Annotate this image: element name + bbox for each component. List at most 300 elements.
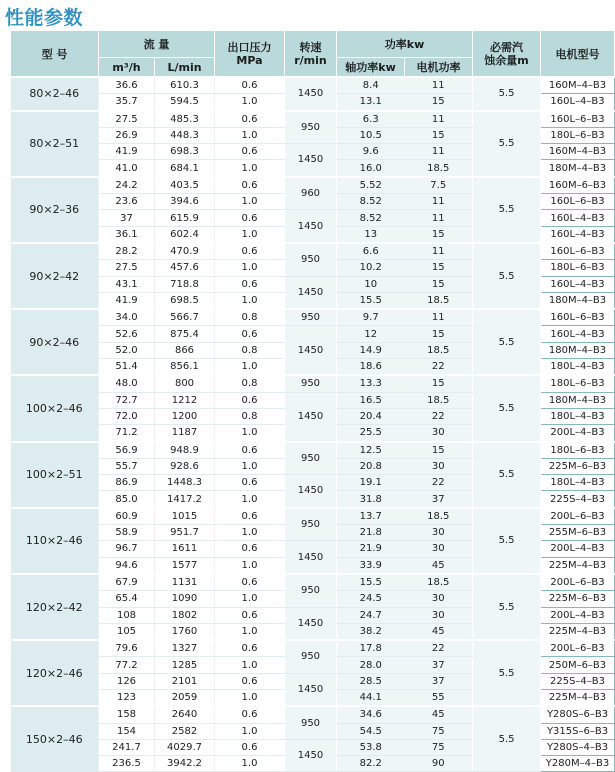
flow-m3h-cell: 52.6 xyxy=(99,326,155,342)
pressure-cell: 0.8 xyxy=(215,408,285,424)
pressure-cell: 1.0 xyxy=(215,226,285,243)
motor-power-cell: 15 xyxy=(405,375,473,392)
speed-cell: 950 xyxy=(285,508,337,541)
flow-m3h-cell: 23.6 xyxy=(99,194,155,210)
shaft-power-cell: 24.5 xyxy=(337,591,405,607)
flow-m3h-cell: 36.6 xyxy=(99,77,155,94)
flow-m3h-cell: 105 xyxy=(99,623,155,640)
shaft-power-cell: 15.5 xyxy=(337,574,405,591)
motor-power-cell: 90 xyxy=(405,756,473,772)
motor-model-cell: 225M–4–B3 xyxy=(541,689,615,706)
shaft-power-cell: 21.9 xyxy=(337,541,405,557)
pressure-cell: 1.0 xyxy=(215,689,285,706)
model-cell: 100×2–46 xyxy=(11,375,99,441)
motor-power-cell: 11 xyxy=(405,194,473,210)
pressure-cell: 0.6 xyxy=(215,673,285,689)
flow-m3h-cell: 48.0 xyxy=(99,375,155,392)
motor-power-cell: 30 xyxy=(405,425,473,442)
flow-m3h-cell: 108 xyxy=(99,607,155,623)
pressure-cell: 0.6 xyxy=(215,77,285,94)
motor-model-cell: 225M–4–B3 xyxy=(541,623,615,640)
speed-cell: 1450 xyxy=(285,541,337,574)
model-cell: 120×2–46 xyxy=(11,640,99,706)
motor-power-cell: 7.5 xyxy=(405,177,473,194)
flow-lmin-cell: 684.1 xyxy=(155,160,215,177)
motor-power-cell: 30 xyxy=(405,525,473,541)
flow-m3h-cell: 77.2 xyxy=(99,657,155,673)
flow-lmin-cell: 698.5 xyxy=(155,292,215,309)
shaft-power-cell: 31.8 xyxy=(337,491,405,508)
motor-power-cell: 37 xyxy=(405,673,473,689)
motor-power-cell: 11 xyxy=(405,111,473,128)
pressure-cell: 1.0 xyxy=(215,292,285,309)
flow-lmin-cell: 1327 xyxy=(155,640,215,657)
pressure-cell: 1.0 xyxy=(215,623,285,640)
table-row xyxy=(11,574,615,591)
motor-power-cell: 15 xyxy=(405,276,473,292)
flow-m3h-cell: 37 xyxy=(99,210,155,226)
motor-model-cell: Y280S–4–B3 xyxy=(541,739,615,755)
speed-cell: 950 xyxy=(285,375,337,392)
shaft-power-cell: 28.5 xyxy=(337,673,405,689)
shaft-power-cell: 13.3 xyxy=(337,375,405,392)
header-speed: 转速 r/min xyxy=(285,31,337,78)
motor-model-cell: 225M–6–B3 xyxy=(541,458,615,474)
model-cell: 150×2–46 xyxy=(11,706,99,772)
flow-m3h-cell: 79.6 xyxy=(99,640,155,657)
shaft-power-cell: 8.52 xyxy=(337,210,405,226)
motor-power-cell: 55 xyxy=(405,689,473,706)
pressure-cell: 0.8 xyxy=(215,309,285,326)
motor-model-cell: 180L–6–B3 xyxy=(541,442,615,459)
pressure-cell: 0.6 xyxy=(215,177,285,194)
flow-lmin-cell: 2101 xyxy=(155,673,215,689)
pressure-cell: 0.6 xyxy=(215,144,285,160)
motor-model-cell: 160M–4–B3 xyxy=(541,144,615,160)
shaft-power-cell: 8.4 xyxy=(337,77,405,94)
flow-lmin-cell: 610.3 xyxy=(155,77,215,94)
motor-power-cell: 15 xyxy=(405,326,473,342)
flow-m3h-cell: 41.9 xyxy=(99,292,155,309)
pressure-cell: 0.6 xyxy=(215,111,285,128)
motor-power-cell: 11 xyxy=(405,144,473,160)
speed-cell: 950 xyxy=(285,309,337,326)
model-cell: 90×2–36 xyxy=(11,177,99,243)
motor-power-cell: 45 xyxy=(405,706,473,723)
pressure-cell: 1.0 xyxy=(215,723,285,739)
header-npsh: 必需汽 蚀余量m xyxy=(473,31,541,78)
pressure-cell: 0.6 xyxy=(215,475,285,491)
flow-lmin-cell: 856.1 xyxy=(155,359,215,376)
motor-power-cell: 15 xyxy=(405,127,473,143)
shaft-power-cell: 44.1 xyxy=(337,689,405,706)
motor-model-cell: 160M–4–B3 xyxy=(541,77,615,94)
speed-cell: 1450 xyxy=(285,326,337,375)
table-row xyxy=(11,442,615,459)
shaft-power-cell: 14.9 xyxy=(337,342,405,358)
pressure-cell: 0.6 xyxy=(215,508,285,525)
shaft-power-cell: 8.52 xyxy=(337,194,405,210)
pressure-cell: 0.6 xyxy=(215,326,285,342)
flow-m3h-cell: 41.0 xyxy=(99,160,155,177)
motor-power-cell: 18.5 xyxy=(405,342,473,358)
shaft-power-cell: 16.5 xyxy=(337,392,405,408)
shaft-power-cell: 82.2 xyxy=(337,756,405,772)
motor-model-cell: 160L–4–B3 xyxy=(541,94,615,111)
motor-power-cell: 11 xyxy=(405,309,473,326)
shaft-power-cell: 18.6 xyxy=(337,359,405,376)
motor-power-cell: 45 xyxy=(405,623,473,640)
table-row xyxy=(11,177,615,194)
shaft-power-cell: 24.7 xyxy=(337,607,405,623)
table-row xyxy=(11,77,615,94)
motor-power-cell: 30 xyxy=(405,591,473,607)
flow-lmin-cell: 602.4 xyxy=(155,226,215,243)
model-cell: 80×2–46 xyxy=(11,77,99,111)
shaft-power-cell: 17.8 xyxy=(337,640,405,657)
motor-model-cell: 160L–4–B3 xyxy=(541,226,615,243)
page-title: 性能参数 xyxy=(5,7,84,29)
header-flow: 流 量 xyxy=(99,31,215,58)
shaft-power-cell: 9.6 xyxy=(337,144,405,160)
motor-model-cell: 225M–4–B3 xyxy=(541,557,615,574)
motor-model-cell: 160L–6–B3 xyxy=(541,194,615,210)
motor-model-cell: Y280S–6–B3 xyxy=(541,706,615,723)
motor-power-cell: 18.5 xyxy=(405,292,473,309)
shaft-power-cell: 28.0 xyxy=(337,657,405,673)
motor-model-cell: 225M–6–B3 xyxy=(541,591,615,607)
motor-model-cell: Y280M–4–B3 xyxy=(541,756,615,772)
flow-m3h-cell: 27.5 xyxy=(99,260,155,276)
shaft-power-cell: 5.52 xyxy=(337,177,405,194)
shaft-power-cell: 10 xyxy=(337,276,405,292)
shaft-power-cell: 16.0 xyxy=(337,160,405,177)
shaft-power-cell: 25.5 xyxy=(337,425,405,442)
motor-model-cell: 200L–6–B3 xyxy=(541,640,615,657)
motor-model-cell: 180L–4–B3 xyxy=(541,408,615,424)
npsh-cell: 5.5 xyxy=(473,640,541,706)
pressure-cell: 0.6 xyxy=(215,210,285,226)
motor-power-cell: 30 xyxy=(405,541,473,557)
speed-cell: 950 xyxy=(285,640,337,673)
shaft-power-cell: 53.8 xyxy=(337,739,405,755)
speed-cell: 1450 xyxy=(285,673,337,706)
flow-lmin-cell: 2640 xyxy=(155,706,215,723)
pressure-cell: 1.0 xyxy=(215,458,285,474)
flow-m3h-cell: 158 xyxy=(99,706,155,723)
header-shaft-power: 轴功率kw xyxy=(337,58,405,78)
flow-lmin-cell: 1212 xyxy=(155,392,215,408)
table-row xyxy=(11,508,615,525)
motor-power-cell: 37 xyxy=(405,491,473,508)
flow-lmin-cell: 566.7 xyxy=(155,309,215,326)
motor-model-cell: 180L–6–B3 xyxy=(541,375,615,392)
shaft-power-cell: 20.4 xyxy=(337,408,405,424)
shaft-power-cell: 12 xyxy=(337,326,405,342)
motor-power-cell: 30 xyxy=(405,607,473,623)
pressure-cell: 1.0 xyxy=(215,160,285,177)
table-row xyxy=(11,640,615,657)
npsh-cell: 5.5 xyxy=(473,706,541,772)
pressure-cell: 1.0 xyxy=(215,94,285,111)
flow-lmin-cell: 1760 xyxy=(155,623,215,640)
npsh-cell: 5.5 xyxy=(473,77,541,111)
npsh-cell: 5.5 xyxy=(473,574,541,640)
pressure-cell: 0.6 xyxy=(215,442,285,459)
motor-model-cell: 250M–6–B3 xyxy=(541,657,615,673)
motor-model-cell: 200L–4–B3 xyxy=(541,541,615,557)
pressure-cell: 1.0 xyxy=(215,425,285,442)
speed-cell: 1450 xyxy=(285,210,337,243)
pressure-cell: 0.6 xyxy=(215,541,285,557)
flow-m3h-cell: 51.4 xyxy=(99,359,155,376)
motor-power-cell: 11 xyxy=(405,77,473,94)
motor-power-cell: 18.5 xyxy=(405,392,473,408)
shaft-power-cell: 6.3 xyxy=(337,111,405,128)
pressure-cell: 1.0 xyxy=(215,194,285,210)
motor-power-cell: 11 xyxy=(405,210,473,226)
flow-lmin-cell: 485.3 xyxy=(155,111,215,128)
pressure-cell: 1.0 xyxy=(215,359,285,376)
header-flow-lmin: L/min xyxy=(155,58,215,78)
motor-model-cell: 225S–4–B3 xyxy=(541,673,615,689)
npsh-cell: 5.5 xyxy=(473,508,541,574)
motor-model-cell: 180M–4–B3 xyxy=(541,392,615,408)
shaft-power-cell: 12.5 xyxy=(337,442,405,459)
motor-model-cell: 160L–4–B3 xyxy=(541,210,615,226)
shaft-power-cell: 33.9 xyxy=(337,557,405,574)
flow-m3h-cell: 36.1 xyxy=(99,226,155,243)
flow-m3h-cell: 241.7 xyxy=(99,739,155,755)
flow-m3h-cell: 123 xyxy=(99,689,155,706)
motor-power-cell: 15 xyxy=(405,442,473,459)
pressure-cell: 1.0 xyxy=(215,756,285,772)
shaft-power-cell: 10.5 xyxy=(337,127,405,143)
flow-m3h-cell: 56.9 xyxy=(99,442,155,459)
motor-model-cell: 225S–4–B3 xyxy=(541,491,615,508)
motor-model-cell: 160L–6–B3 xyxy=(541,111,615,128)
flow-m3h-cell: 26.9 xyxy=(99,127,155,143)
header-power: 功率kw xyxy=(337,31,473,58)
speed-cell: 1450 xyxy=(285,392,337,441)
pressure-cell: 0.6 xyxy=(215,276,285,292)
model-cell: 110×2–46 xyxy=(11,508,99,574)
flow-m3h-cell: 86.9 xyxy=(99,475,155,491)
header-motor-power: 电机功率 xyxy=(405,58,473,78)
model-cell: 100×2–51 xyxy=(11,442,99,508)
npsh-cell: 5.5 xyxy=(473,442,541,508)
motor-power-cell: 22 xyxy=(405,408,473,424)
pressure-cell: 0.6 xyxy=(215,706,285,723)
header-motor-model: 电机型号 xyxy=(541,31,615,78)
flow-m3h-cell: 43.1 xyxy=(99,276,155,292)
speed-cell: 1450 xyxy=(285,475,337,508)
pressure-cell: 0.6 xyxy=(215,607,285,623)
flow-m3h-cell: 96.7 xyxy=(99,541,155,557)
flow-m3h-cell: 55.7 xyxy=(99,458,155,474)
motor-power-cell: 18.5 xyxy=(405,508,473,525)
flow-lmin-cell: 1285 xyxy=(155,657,215,673)
flow-lmin-cell: 1200 xyxy=(155,408,215,424)
pressure-cell: 0.8 xyxy=(215,375,285,392)
table-row xyxy=(11,309,615,326)
flow-m3h-cell: 72.7 xyxy=(99,392,155,408)
speed-cell: 950 xyxy=(285,111,337,144)
header-pressure: 出口压力 MPa xyxy=(215,31,285,78)
flow-lmin-cell: 1187 xyxy=(155,425,215,442)
flow-m3h-cell: 27.5 xyxy=(99,111,155,128)
flow-lmin-cell: 394.6 xyxy=(155,194,215,210)
flow-lmin-cell: 948.9 xyxy=(155,442,215,459)
npsh-cell: 5.5 xyxy=(473,375,541,441)
flow-lmin-cell: 4029.7 xyxy=(155,739,215,755)
pressure-cell: 1.0 xyxy=(215,127,285,143)
flow-m3h-cell: 236.5 xyxy=(99,756,155,772)
npsh-cell: 5.5 xyxy=(473,177,541,243)
shaft-power-cell: 19.1 xyxy=(337,475,405,491)
motor-power-cell: 15 xyxy=(405,94,473,111)
flow-lmin-cell: 615.9 xyxy=(155,210,215,226)
flow-lmin-cell: 698.3 xyxy=(155,144,215,160)
shaft-power-cell: 13.1 xyxy=(337,94,405,111)
motor-model-cell: 180M–4–B3 xyxy=(541,292,615,309)
motor-model-cell: 255M–6–B3 xyxy=(541,525,615,541)
motor-model-cell: 180M–4–B3 xyxy=(541,160,615,177)
flow-m3h-cell: 65.4 xyxy=(99,591,155,607)
flow-lmin-cell: 1448.3 xyxy=(155,475,215,491)
flow-m3h-cell: 85.0 xyxy=(99,491,155,508)
speed-cell: 950 xyxy=(285,243,337,276)
flow-lmin-cell: 866 xyxy=(155,342,215,358)
shaft-power-cell: 15.5 xyxy=(337,292,405,309)
motor-model-cell: 180L–4–B3 xyxy=(541,475,615,491)
motor-model-cell: 200L–6–B3 xyxy=(541,574,615,591)
flow-m3h-cell: 52.0 xyxy=(99,342,155,358)
model-cell: 90×2–42 xyxy=(11,243,99,309)
header-model: 型 号 xyxy=(11,31,99,78)
motor-model-cell: 200L–4–B3 xyxy=(541,607,615,623)
motor-model-cell: 180L–6–B3 xyxy=(541,260,615,276)
motor-model-cell: 180L–6–B3 xyxy=(541,127,615,143)
shaft-power-cell: 21.8 xyxy=(337,525,405,541)
speed-cell: 950 xyxy=(285,574,337,607)
flow-m3h-cell: 60.9 xyxy=(99,508,155,525)
motor-power-cell: 11 xyxy=(405,243,473,260)
motor-model-cell: 200L–4–B3 xyxy=(541,425,615,442)
pressure-cell: 1.0 xyxy=(215,491,285,508)
performance-table-wrapper xyxy=(10,30,614,772)
pressure-cell: 0.6 xyxy=(215,739,285,755)
pressure-cell: 0.6 xyxy=(215,392,285,408)
motor-power-cell: 15 xyxy=(405,226,473,243)
flow-m3h-cell: 154 xyxy=(99,723,155,739)
flow-lmin-cell: 403.5 xyxy=(155,177,215,194)
speed-cell: 1450 xyxy=(285,276,337,309)
npsh-cell: 5.5 xyxy=(473,309,541,375)
model-cell: 120×2–42 xyxy=(11,574,99,640)
motor-power-cell: 15 xyxy=(405,260,473,276)
flow-lmin-cell: 457.6 xyxy=(155,260,215,276)
flow-lmin-cell: 928.6 xyxy=(155,458,215,474)
flow-lmin-cell: 470.9 xyxy=(155,243,215,260)
speed-cell: 1450 xyxy=(285,144,337,177)
flow-m3h-cell: 126 xyxy=(99,673,155,689)
motor-power-cell: 18.5 xyxy=(405,574,473,591)
flow-lmin-cell: 2582 xyxy=(155,723,215,739)
flow-m3h-cell: 67.9 xyxy=(99,574,155,591)
table-row xyxy=(11,111,615,128)
flow-m3h-cell: 72.0 xyxy=(99,408,155,424)
motor-model-cell: 160L–6–B3 xyxy=(541,309,615,326)
flow-lmin-cell: 1015 xyxy=(155,508,215,525)
flow-m3h-cell: 28.2 xyxy=(99,243,155,260)
flow-lmin-cell: 1090 xyxy=(155,591,215,607)
flow-m3h-cell: 58.9 xyxy=(99,525,155,541)
motor-model-cell: 160L–6–B3 xyxy=(541,243,615,260)
motor-power-cell: 22 xyxy=(405,640,473,657)
motor-model-cell: 160L–4–B3 xyxy=(541,276,615,292)
pressure-cell: 0.6 xyxy=(215,574,285,591)
flow-lmin-cell: 1802 xyxy=(155,607,215,623)
speed-cell: 1450 xyxy=(285,77,337,111)
shaft-power-cell: 10.2 xyxy=(337,260,405,276)
table-row xyxy=(11,706,615,723)
speed-cell: 950 xyxy=(285,706,337,739)
header-flow-m3h: m³/h xyxy=(99,58,155,78)
motor-model-cell: Y315S–6–B3 xyxy=(541,723,615,739)
flow-lmin-cell: 1577 xyxy=(155,557,215,574)
shaft-power-cell: 34.6 xyxy=(337,706,405,723)
motor-power-cell: 37 xyxy=(405,657,473,673)
flow-lmin-cell: 1417.2 xyxy=(155,491,215,508)
pressure-cell: 0.8 xyxy=(215,342,285,358)
flow-lmin-cell: 1611 xyxy=(155,541,215,557)
speed-cell: 1450 xyxy=(285,607,337,640)
speed-cell: 950 xyxy=(285,442,337,475)
model-cell: 90×2–46 xyxy=(11,309,99,375)
motor-power-cell: 22 xyxy=(405,359,473,376)
flow-lmin-cell: 800 xyxy=(155,375,215,392)
shaft-power-cell: 20.8 xyxy=(337,458,405,474)
shaft-power-cell: 6.6 xyxy=(337,243,405,260)
flow-lmin-cell: 718.8 xyxy=(155,276,215,292)
flow-m3h-cell: 34.0 xyxy=(99,309,155,326)
motor-power-cell: 30 xyxy=(405,458,473,474)
pressure-cell: 1.0 xyxy=(215,525,285,541)
npsh-cell: 5.5 xyxy=(473,243,541,309)
motor-power-cell: 75 xyxy=(405,739,473,755)
table-body xyxy=(11,77,615,772)
speed-cell: 1450 xyxy=(285,739,337,772)
speed-cell: 960 xyxy=(285,177,337,210)
flow-lmin-cell: 951.7 xyxy=(155,525,215,541)
performance-table xyxy=(10,30,615,772)
flow-m3h-cell: 41.9 xyxy=(99,144,155,160)
motor-model-cell: 160L–4–B3 xyxy=(541,326,615,342)
pressure-cell: 0.6 xyxy=(215,640,285,657)
motor-power-cell: 18.5 xyxy=(405,160,473,177)
pressure-cell: 0.6 xyxy=(215,243,285,260)
flow-lmin-cell: 2059 xyxy=(155,689,215,706)
pressure-cell: 1.0 xyxy=(215,557,285,574)
pressure-cell: 1.0 xyxy=(215,657,285,673)
shaft-power-cell: 54.5 xyxy=(337,723,405,739)
motor-power-cell: 22 xyxy=(405,475,473,491)
motor-power-cell: 75 xyxy=(405,723,473,739)
motor-model-cell: 180M–4–B3 xyxy=(541,342,615,358)
model-cell: 80×2–51 xyxy=(11,111,99,177)
flow-lmin-cell: 3942.2 xyxy=(155,756,215,772)
